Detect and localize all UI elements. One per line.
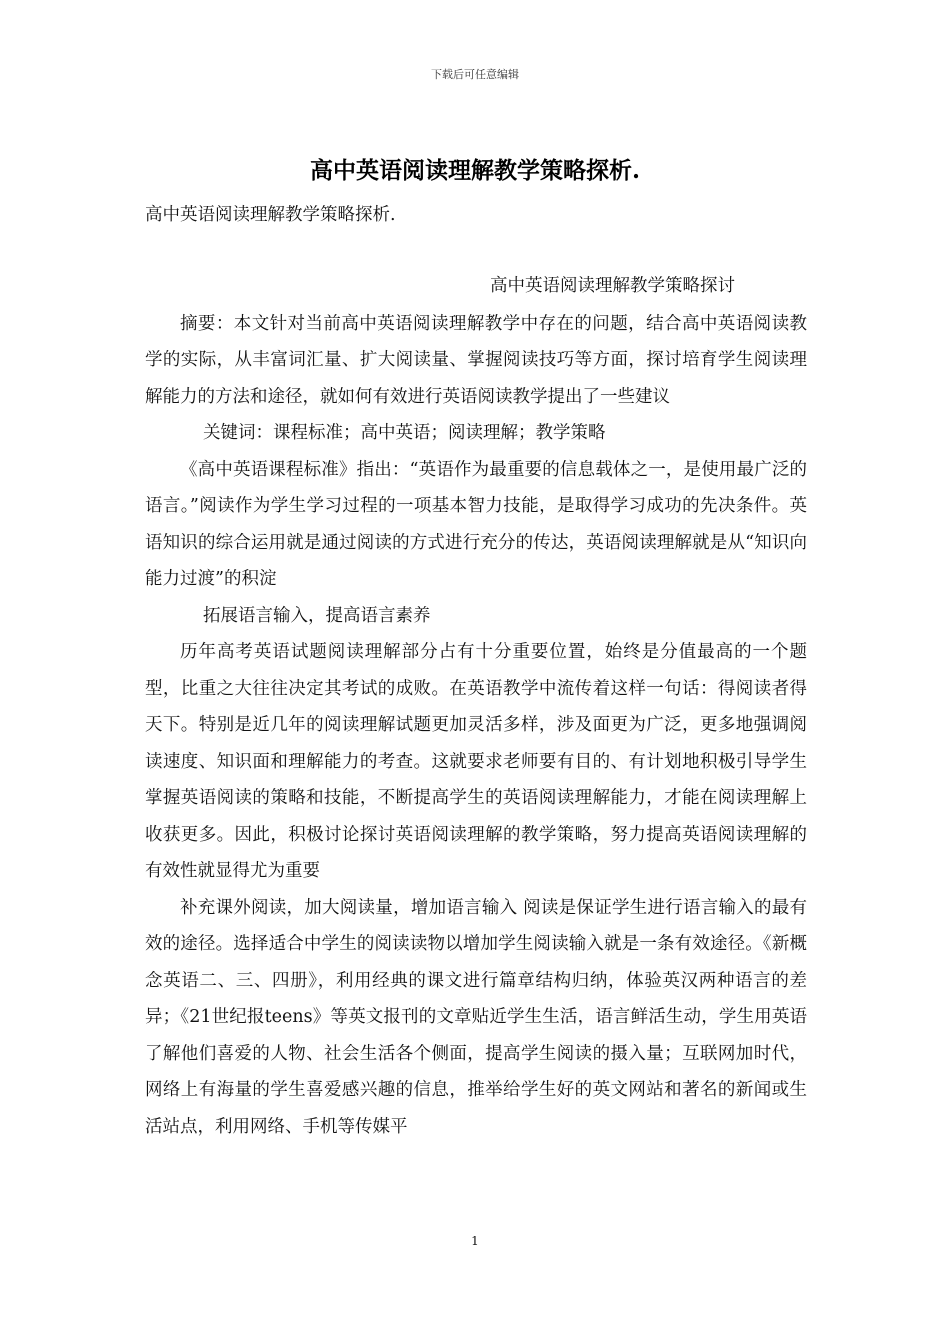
document-body [145, 268, 807, 1145]
page-header-note: 下载后可任意编辑 [431, 68, 519, 81]
body-paragraph: 补充课外阅读，加大阅读量，增加语言输入 阅读是保证学生进行语言输入的最有效的途径。选择适合中学生的阅读读物以增加学生阅读输入就是一条有效途径。《新概念英语二、三、四册》，利用经典的课文进行篇章结构归纳，体验英汉两种语言的差异；《21世纪报teens》等英文报刊的文章贴近学生生活，语言鲜活生动，学生用英语了解他们喜爱的人物、社会生活各个侧面，提高学生阅读的摄入量；互联网加时代，网络上有海量的学生喜爱感兴趣的信息，推举给学生好的英文网站和著名的新闻或生活站点，利用网络、手机等传媒平 [145, 897, 807, 1137]
body-paragraph: 历年高考英语试题阅读理解部分占有十分重要位置，始终是分值最高的一个题型，比重之大往往决定其考试的成败。在英语教学中流传着这样一句话：得阅读者得天下。特别是近几年的阅读理解试题更加灵活多样，涉及面更为广泛，更多地强调阅读速度、知识面和理解能力的考查。这就要求老师要有目的、有计划地积极引导学生掌握英语阅读的策略和技能，不断提高学生的英语阅读理解能力，才能在阅读理解上收获更多。因此，积极讨论探讨英语阅读理解的教学策略，努力提高英语阅读理解的有效性就显得尤为重要 [145, 642, 807, 881]
keywords-line: 关键词：课程标准；高中英语；阅读理解；教学策略 [203, 423, 606, 443]
document-subtitle: 高中英语阅读理解教学策略探析. [145, 205, 396, 225]
body-paragraph: 《高中英语课程标准》指出：“英语作为最重要的信息载体之一，是使用最广泛的语言。”阅读作为学生学习过程的一项基本智力技能，是取得学习成功的先决条件。英语知识的综合运用就是通过阅读的方式进行充分的传达，英语阅读理解就是从“知识向能力过渡”的积淀 [145, 459, 807, 589]
abstract-paragraph: 摘要：本文针对当前高中英语阅读理解教学中存在的问题，结合高中英语阅读教学的实际，从丰富词汇量、扩大阅读量、掌握阅读技巧等方面，探讨培育学生阅读理解能力的方法和途径，就如何有效进行英语阅读教学提出了一些建议 [145, 313, 807, 407]
section-title: 高中英语阅读理解教学策略探讨 [490, 276, 735, 296]
page-number: 1 [471, 1234, 479, 1248]
section-heading: 拓展语言输入，提高语言素养 [203, 605, 431, 626]
document-title: 高中英语阅读理解教学策略探析. [309, 157, 640, 184]
